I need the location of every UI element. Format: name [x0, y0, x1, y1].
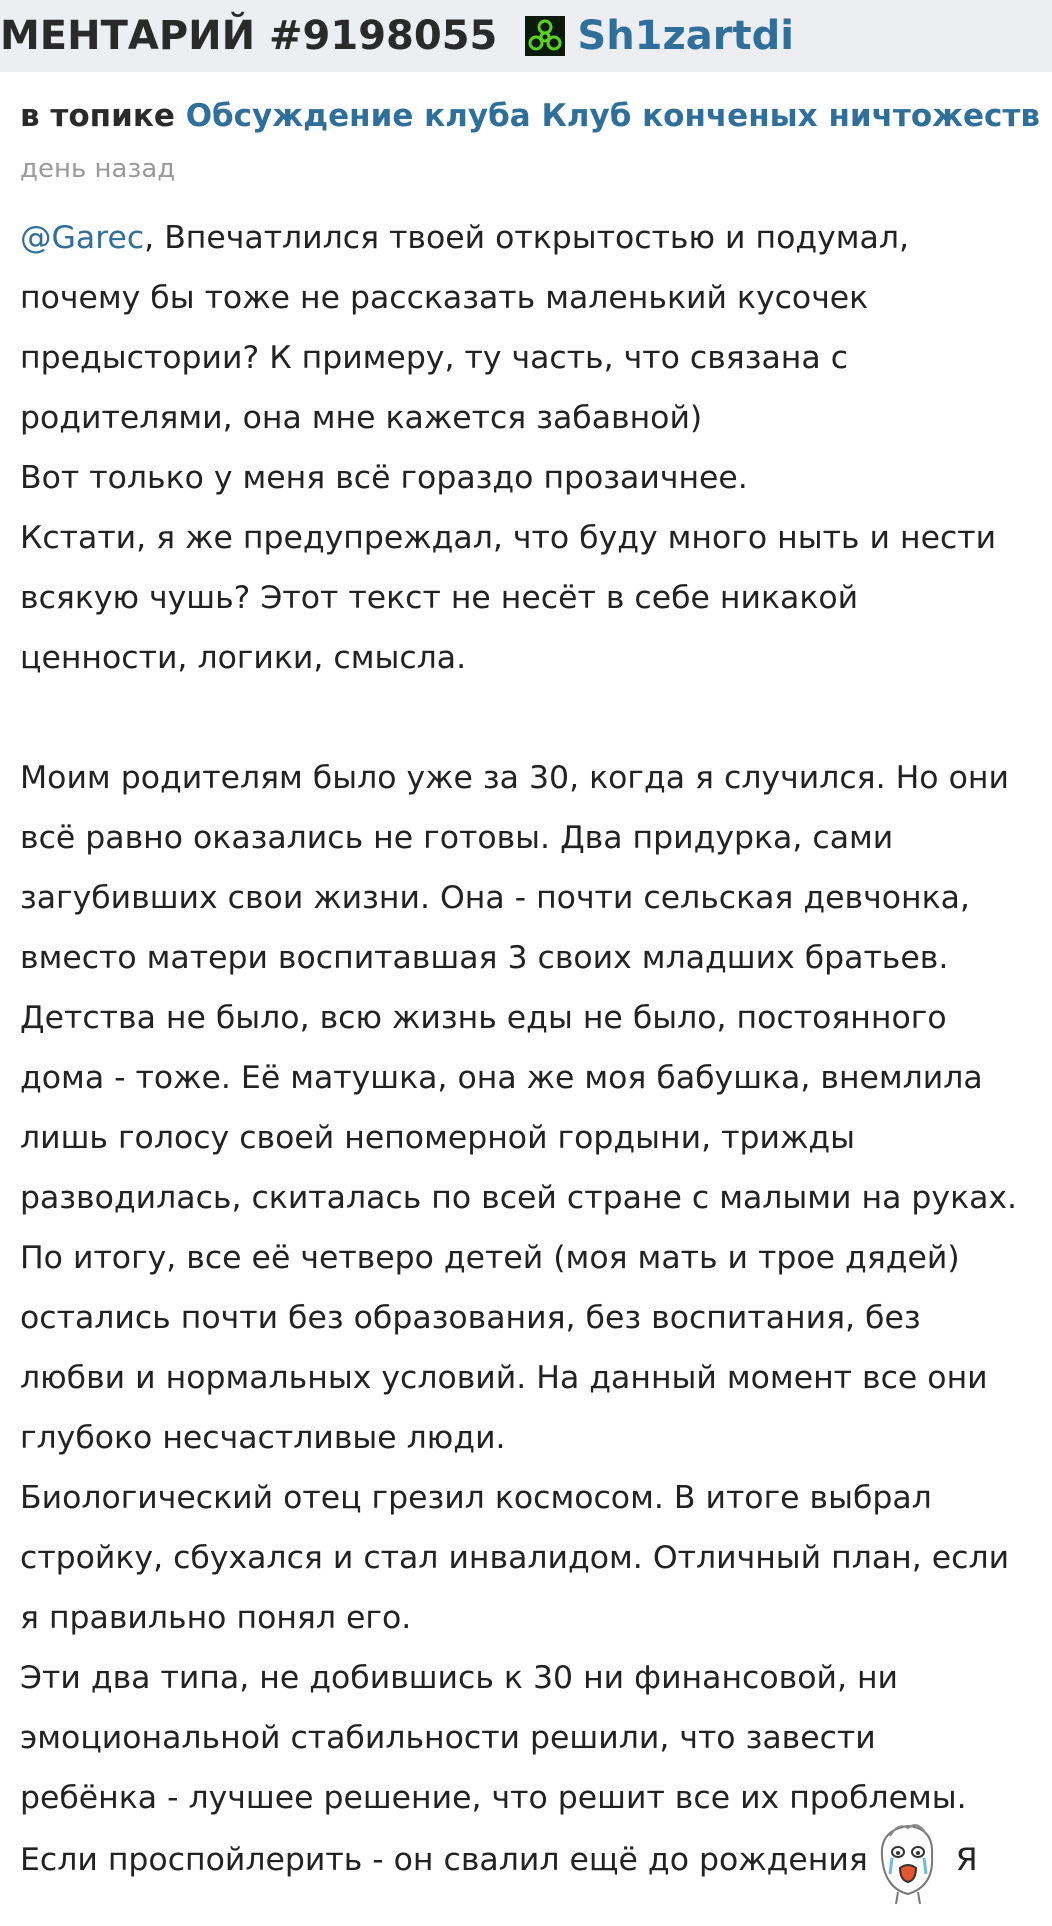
- text-line-last: [20, 1830, 1050, 1890]
- biohazard-icon[interactable]: [525, 16, 565, 56]
- text-line: почему бы тоже не рассказать маленький кусочек: [20, 280, 869, 316]
- text-line: вместо матери воспитавшая 3 своих младших братьев.: [20, 940, 949, 976]
- text-line: Биологический отец грезил космосом. В итоге выбрал: [20, 1480, 932, 1516]
- topic-prefix: в топике: [20, 98, 175, 134]
- text-line: ценности, логики, смысла.: [20, 640, 467, 676]
- text-line: глубоко несчастливые люди.: [20, 1420, 506, 1456]
- author-username-link[interactable]: Sh1zartdi: [577, 13, 794, 59]
- text-line: загубивших свои жизни. Она - почти сельская девчонка,: [20, 880, 970, 916]
- comment-timestamp: день назад: [20, 154, 176, 184]
- comment-paragraph-main: [20, 748, 1050, 1828]
- text-line: По итогу, все её четверо детей (моя мать и трое дядей): [20, 1240, 960, 1276]
- topic-link[interactable]: Обсуждение клуба Клуб конченых ничтожеств: [185, 98, 1040, 134]
- text-line: Эти два типа, не добившись к 30 ни финансовой, ни: [20, 1660, 899, 1696]
- crying-face-sticker-icon: [868, 1816, 948, 1906]
- comment-body: [20, 208, 1050, 1828]
- text-line: любви и нормальных условий. На данный момент все они: [20, 1360, 988, 1396]
- mention-link[interactable]: @Garec: [20, 220, 145, 256]
- text-line-fragment: Если проспойлерить - он свалил ещё до рождения: [20, 1842, 868, 1878]
- text-line: родителями, она мне кажется забавной): [20, 400, 703, 436]
- text-line: [20, 208, 1050, 268]
- text-line: Вот только у меня всё гораздо прозаичнее.: [20, 460, 748, 496]
- text-line: Детства не было, всю жизнь еды не было, постоянного: [20, 1000, 947, 1036]
- text-line: Кстати, я же предупреждал, что буду много ныть и нести: [20, 520, 997, 556]
- text-line: стройку, сбухался и стал инвалидом. Отличный план, если: [20, 1540, 1010, 1576]
- text-line: ребёнка - лучшее решение, что решит все их проблемы.: [20, 1780, 967, 1816]
- text-line: остались почти без образования, без воспитания, без: [20, 1300, 921, 1336]
- text-line-fragment: Я: [955, 1842, 978, 1878]
- text-line: предыстории? К примеру, ту часть, что связана с: [20, 340, 849, 376]
- comment-paragraph-intro: [20, 208, 1050, 688]
- comment-header: [0, 0, 1052, 72]
- text-line: Моим родителям было уже за 30, когда я случился. Но они: [20, 760, 1009, 796]
- topic-line: [20, 98, 1040, 134]
- text-line: я правильно понял его.: [20, 1600, 412, 1636]
- text-line: лишь голосу своей непомерной гордыни, трижды: [20, 1120, 855, 1156]
- text-line: разводилась, скиталась по всей стране с малыми на руках.: [20, 1180, 1018, 1216]
- text-line: эмоциональной стабильности решили, что завести: [20, 1720, 876, 1756]
- text-line: дома - тоже. Её матушка, она же моя бабушка, внемлила: [20, 1060, 983, 1096]
- text-line-fragment: , Впечатлился твоей открытостью и подумал,: [144, 220, 910, 256]
- comment-title: МЕНТАРИЙ #9198055: [0, 13, 498, 59]
- text-line: всё равно оказались не готовы. Два придурка, сами: [20, 820, 894, 856]
- text-line: всякую чушь? Этот текст не несёт в себе никакой: [20, 580, 859, 616]
- paragraph-gap: [20, 688, 1050, 748]
